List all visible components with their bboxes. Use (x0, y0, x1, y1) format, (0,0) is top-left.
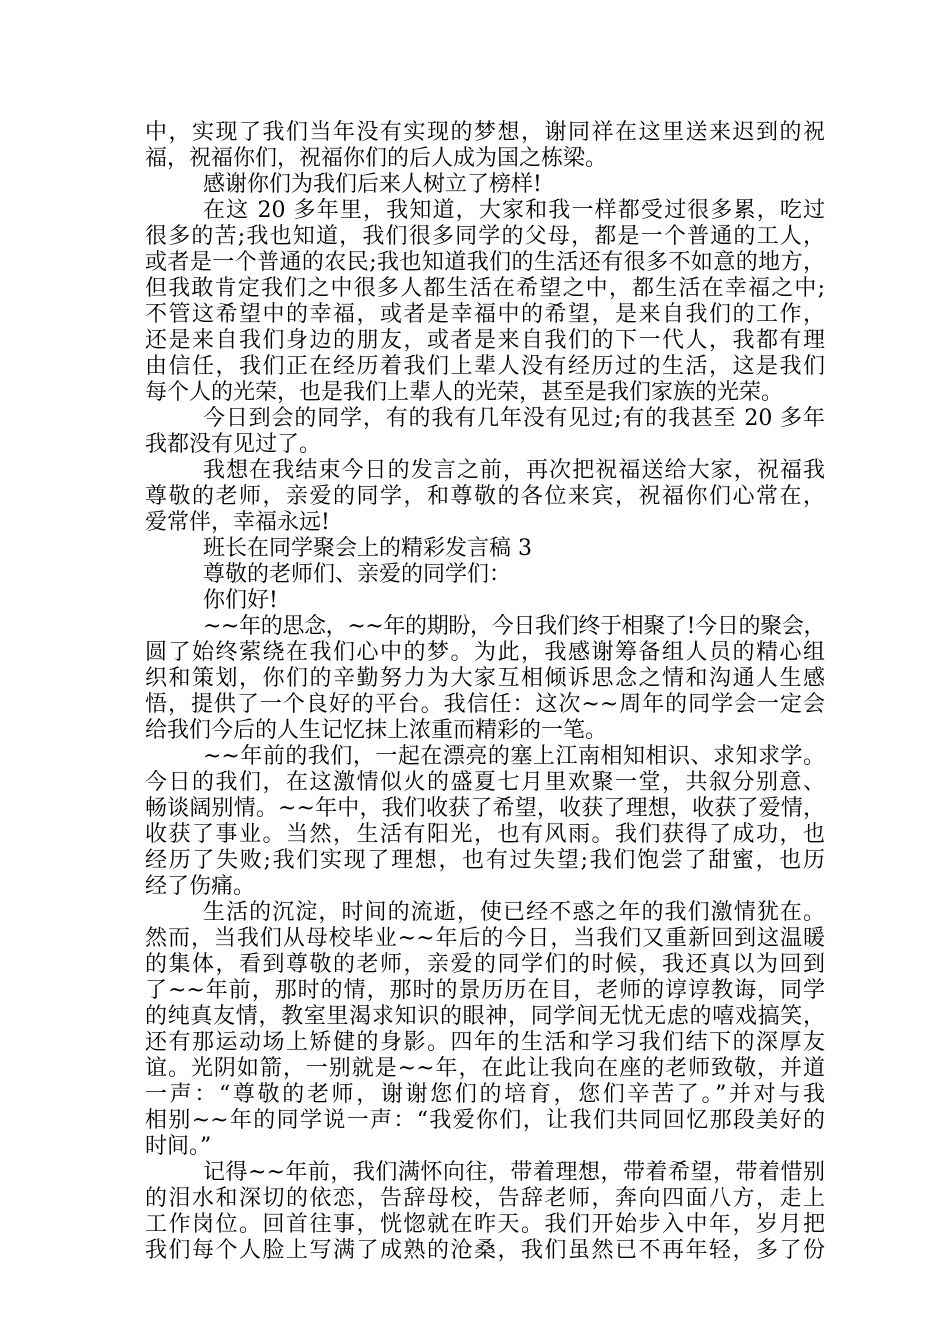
text-line: ~~年前的我们，一起在漂亮的塞上江南相知相识、求知求学。 (203, 744, 825, 769)
text-line: 但我敢肯定我们之中很多人都生活在希望之中，都生活在幸福之中; (145, 276, 825, 301)
text-line: 的集体，看到尊敬的老师，亲爱的同学们的时候，我还真以为回到 (145, 952, 825, 977)
text-line: 畅谈阔别情。~~年中，我们收获了希望，收获了理想，收获了爱情， (145, 796, 825, 821)
text-line: 经历了失败;我们实现了理想，也有过失望;我们饱尝了甜蜜，也历 (145, 848, 825, 873)
text-line: 悟，提供了一个良好的平台。我信任：这次~~周年的同学会一定会 (145, 692, 825, 717)
text-line: 不管这希望中的幸福，或者是幸福中的希望，是来自我们的工作， (145, 302, 825, 327)
text-line: ~~年的思念，~~年的期盼，今日我们终于相聚了!今日的聚会， (203, 614, 825, 639)
text-line: 谊。光阴如箭，一别就是~~年，在此让我向在座的老师致敬，并道 (145, 1056, 825, 1081)
text-line: 在这 20 多年里，我知道，大家和我一样都受过很多累，吃过 (203, 198, 825, 223)
text-line: 的泪水和深切的依恋，告辞母校，告辞老师，奔向四面八方，走上 (145, 1186, 825, 1211)
text-line: 你们好! (203, 588, 278, 613)
text-line: 时间。” (145, 1134, 212, 1159)
text-line: 还有那运动场上矫健的身影。四年的生活和学习我们结下的深厚友 (145, 1030, 825, 1055)
text-line: 记得~~年前，我们满怀向往，带着理想，带着希望，带着惜别 (203, 1160, 825, 1185)
text-line: 生活的沉淀，时间的流逝，使已经不惑之年的我们激情犹在。 (203, 900, 825, 925)
text-line: 感谢你们为我们后来人树立了榜样! (203, 172, 542, 197)
text-line: 今日的我们，在这激情似火的盛夏七月里欢聚一堂，共叙分别意、 (145, 770, 825, 795)
text-line: 相别~~年的同学说一声：“我爱你们，让我们共同回忆那段美好的 (145, 1108, 825, 1133)
text-line: 织和策划，你们的辛勤努力为大家互相倾诉思念之情和沟通人生感 (145, 666, 825, 691)
text-line: 我想在我结束今日的发言之前，再次把祝福送给大家，祝福我 (203, 458, 825, 483)
text-line: 每个人的光荣，也是我们上辈人的光荣，甚至是我们家族的光荣。 (145, 380, 784, 405)
text-line: 中，实现了我们当年没有实现的梦想，谢同祥在这里送来迟到的祝 (145, 120, 825, 145)
text-line: 工作岗位。回首往事，恍惚就在昨天。我们开始步入中年，岁月把 (145, 1212, 825, 1237)
text-line: 由信任，我们正在经历着我们上辈人没有经历过的生活，这是我们 (145, 354, 825, 379)
text-line: 班长在同学聚会上的精彩发言稿 3 (203, 536, 532, 561)
text-line: 了~~年前，那时的情，那时的景历历在目，老师的谆谆教诲，同学 (145, 978, 825, 1003)
text-line: 圆了始终萦绕在我们心中的梦。为此，我感谢筹备组人员的精心组 (145, 640, 825, 665)
text-line: 福，祝福你们，祝福你们的后人成为国之栋梁。 (145, 146, 608, 171)
text-line: 尊敬的老师，亲爱的同学，和尊敬的各位来宾，祝福你们心常在， (145, 484, 825, 509)
text-line: 的纯真友情，教室里渴求知识的眼神，同学间无忧无虑的嘻戏搞笑， (145, 1004, 825, 1029)
text-line: 还是来自我们身边的朋友，或者是来自我们的下一代人，我都有理 (145, 328, 825, 353)
text-line: 或者是一个普通的农民;我也知道我们的生活还有很多不如意的地方， (145, 250, 825, 275)
text-line: 很多的苦;我也知道，我们很多同学的父母，都是一个普通的工人， (145, 224, 825, 249)
text-line: 然而，当我们从母校毕业~~年后的今日，当我们又重新回到这温暖 (145, 926, 825, 951)
text-line: 一声：“尊敬的老师，谢谢您们的培育，您们辛苦了。”并对与我 (145, 1082, 825, 1107)
text-line: 给我们今后的人生记忆抹上浓重而精彩的一笔。 (145, 718, 608, 743)
text-line: 经了伤痛。 (145, 874, 256, 899)
text-line: 爱常伴，幸福永远! (145, 510, 330, 535)
text-line: 今日到会的同学，有的我有几年没有见过;有的我甚至 20 多年 (203, 406, 825, 431)
text-line: 我都没有见过了。 (145, 432, 322, 457)
text-line: 我们每个人脸上写满了成熟的沧桑，我们虽然已不再年轻，多了份 (145, 1238, 825, 1263)
text-line: 收获了事业。当然，生活有阳光，也有风雨。我们获得了成功，也 (145, 822, 825, 847)
document-body (145, 120, 825, 1264)
text-line: 尊敬的老师们、亲爱的同学们： (203, 562, 512, 587)
